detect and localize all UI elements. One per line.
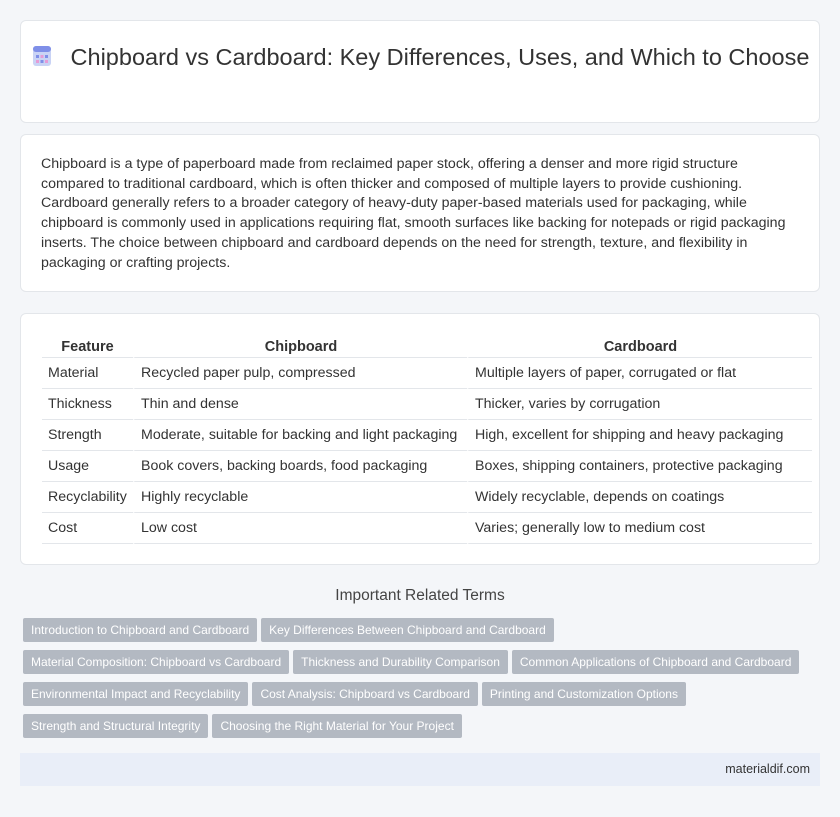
cardboard-cell: Multiple layers of paper, corrugated or flat xyxy=(467,358,812,389)
related-term-tag[interactable]: Thickness and Durability Comparison xyxy=(293,650,508,674)
feature-cell: Recyclability xyxy=(42,482,133,513)
cardboard-cell: Varies; generally low to medium cost xyxy=(467,513,812,544)
feature-cell: Material xyxy=(42,358,133,389)
chipboard-cell: Highly recyclable xyxy=(133,482,467,513)
related-term-tag[interactable]: Strength and Structural Integrity xyxy=(23,714,208,738)
footer xyxy=(20,753,820,786)
table-row xyxy=(42,451,812,482)
table-row xyxy=(42,358,812,389)
chipboard-cell: Recycled paper pulp, compressed xyxy=(133,358,467,389)
tag-row xyxy=(23,714,823,738)
page-title-text: Chipboard vs Cardboard: Key Differences, Uses, and Which to Choose xyxy=(70,44,810,70)
chipboard-cell: Low cost xyxy=(133,513,467,544)
related-term-tag[interactable]: Common Applications of Chipboard and Cardboard xyxy=(512,650,800,674)
footer-site-link[interactable]: materialdif.com xyxy=(725,762,810,776)
related-terms-heading: Important Related Terms xyxy=(335,587,505,604)
feature-cell: Strength xyxy=(42,420,133,451)
table-row xyxy=(42,389,812,420)
chipboard-cell: Moderate, suitable for backing and light packaging xyxy=(133,420,467,451)
table-header-row xyxy=(42,334,812,358)
cardboard-cell: Widely recyclable, depends on coatings xyxy=(467,482,812,513)
table-row xyxy=(42,482,812,513)
related-term-tag[interactable]: Printing and Customization Options xyxy=(482,682,686,706)
table-row xyxy=(42,420,812,451)
comparison-card xyxy=(20,313,820,565)
table-row xyxy=(42,513,812,544)
feature-cell: Usage xyxy=(42,451,133,482)
related-term-tag[interactable]: Environmental Impact and Recyclability xyxy=(23,682,248,706)
header-chipboard: Chipboard xyxy=(133,334,467,358)
comparison-table xyxy=(42,334,812,544)
cardboard-cell: High, excellent for shipping and heavy packaging xyxy=(467,420,812,451)
header-cardboard: Cardboard xyxy=(467,334,812,358)
page-title xyxy=(21,43,819,72)
header-feature: Feature xyxy=(42,334,133,358)
tag-row xyxy=(23,618,823,642)
title-card xyxy=(20,20,820,123)
related-terms-list xyxy=(23,618,823,746)
related-term-tag[interactable]: Material Composition: Chipboard vs Cardboard xyxy=(23,650,289,674)
intro-paragraph: Chipboard is a type of paperboard made from reclaimed paper stock, offering a denser and more rigid structure compared to traditional cardboard, which is often thicker and composed of multiple layers to provide cushioning. Cardboard generally refers to a broader category of heavy-duty paper-based materials used for packaging, while chipboard is commonly used in applications requiring flat, smooth surfaces like backing for notepads or rigid packaging inserts. The choice between chipboard and cardboard depends on the need for strength, texture, and flexibility in packaging or crafting projects. xyxy=(41,156,786,271)
related-term-tag[interactable]: Choosing the Right Material for Your Project xyxy=(212,714,461,738)
cardboard-cell: Boxes, shipping containers, protective packaging xyxy=(467,451,812,482)
feature-cell: Thickness xyxy=(42,389,133,420)
related-term-tag[interactable]: Introduction to Chipboard and Cardboard xyxy=(23,618,257,642)
document-icon xyxy=(31,45,53,67)
related-term-tag[interactable]: Cost Analysis: Chipboard vs Cardboard xyxy=(252,682,477,706)
feature-cell: Cost xyxy=(42,513,133,544)
chipboard-cell: Book covers, backing boards, food packaging xyxy=(133,451,467,482)
intro-card xyxy=(20,134,820,292)
related-term-tag[interactable]: Key Differences Between Chipboard and Cardboard xyxy=(261,618,554,642)
cardboard-cell: Thicker, varies by corrugation xyxy=(467,389,812,420)
chipboard-cell: Thin and dense xyxy=(133,389,467,420)
tag-row xyxy=(23,682,823,706)
tag-row xyxy=(23,650,823,674)
